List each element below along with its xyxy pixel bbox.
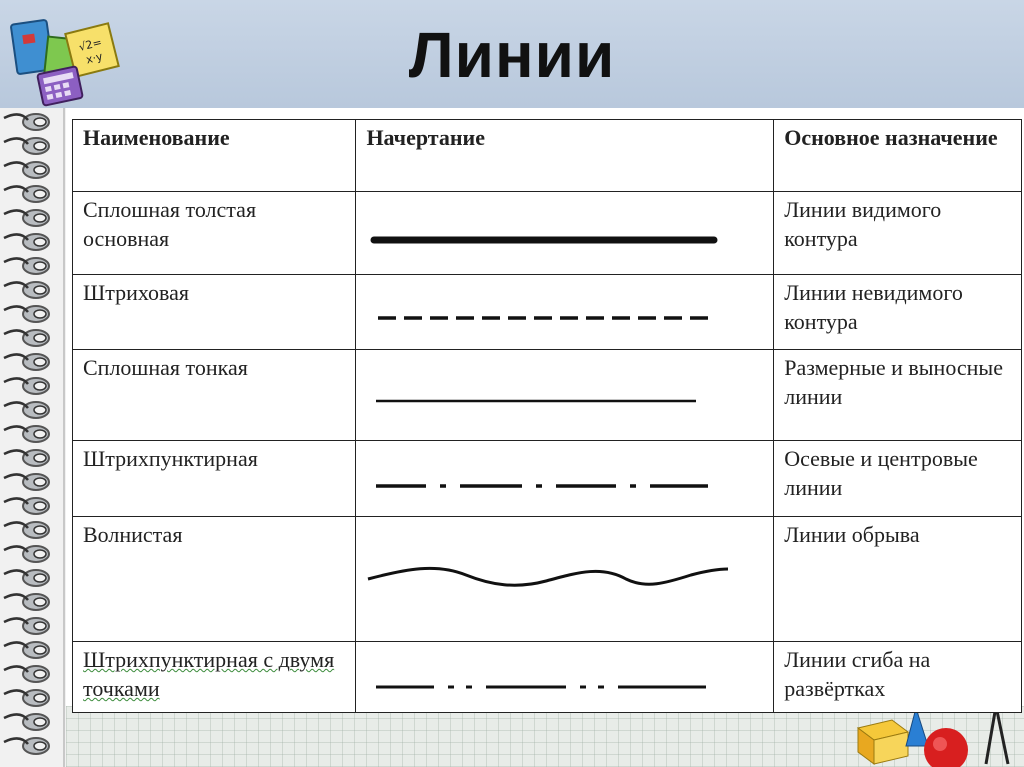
spiral-hole: [34, 430, 46, 438]
row-sample-cell: [356, 441, 774, 517]
spiral-hole: [34, 382, 46, 390]
row-purpose: Линии видимого контура: [774, 192, 1022, 275]
row-name: Волнистая: [73, 517, 356, 642]
svg-text:√2=: √2=: [77, 35, 104, 54]
spiral-hole: [34, 742, 46, 750]
row-name: Сплошная тонкая: [73, 350, 356, 441]
spiral-hole: [34, 238, 46, 246]
row-name: Штриховая: [73, 275, 356, 350]
spiral-hole: [34, 598, 46, 606]
spiral-hole: [34, 214, 46, 222]
spiral-hole: [34, 406, 46, 414]
slide-title: Линии: [408, 19, 616, 91]
table-row: [73, 642, 1022, 713]
row-purpose: Размерные и выносные линии: [774, 350, 1022, 441]
dash-double-dot-line-sample: [356, 642, 754, 712]
spiral-hole: [34, 166, 46, 174]
row-purpose: Линии невидимого контура: [774, 275, 1022, 350]
svg-text:x·y: x·y: [84, 49, 104, 67]
lines-table: [72, 119, 1022, 713]
table-row: [73, 275, 1022, 350]
spiral-hole: [34, 310, 46, 318]
spiral-hole: [34, 694, 46, 702]
column-header-name: Наименование: [73, 120, 356, 192]
spiral-hole: [34, 622, 46, 630]
solid-thin-line-sample: [356, 350, 754, 440]
table-row: [73, 441, 1022, 517]
row-sample-cell: [356, 517, 774, 642]
dash-dot-line-sample: [356, 441, 754, 516]
row-sample-cell: [356, 192, 774, 275]
spiral-hole: [34, 670, 46, 678]
row-sample-cell: [356, 642, 774, 713]
spiral-hole: [34, 286, 46, 294]
table-row: [73, 350, 1022, 441]
spiral-hole: [34, 262, 46, 270]
row-name-text: Штрихпунктирная с двумя точками: [83, 647, 335, 701]
spiral-hole: [34, 718, 46, 726]
table-header-row: [73, 120, 1022, 192]
spiral-hole: [34, 334, 46, 342]
row-name: [73, 642, 356, 713]
spiral-hole: [34, 502, 46, 510]
column-header-drawing-label: Начертание: [366, 125, 485, 150]
spiral-hole: [34, 190, 46, 198]
spiral-hole: [34, 118, 46, 126]
spiral-hole: [34, 142, 46, 150]
geometric-shapes-illustration: [848, 706, 1024, 767]
table-row: [73, 192, 1022, 275]
row-sample-cell: [356, 275, 774, 350]
row-purpose: Линии обрыва: [774, 517, 1022, 642]
notebook-spiral: [0, 108, 66, 767]
column-header-drawing: [356, 120, 774, 192]
dashed-line-sample: [356, 275, 754, 349]
column-header-purpose: Основное назначение: [774, 120, 1022, 192]
spiral-hole: [34, 550, 46, 558]
row-name: Штрихпунктирная: [73, 441, 356, 517]
row-sample-cell: [356, 350, 774, 441]
spiral-hole: [34, 478, 46, 486]
spiral-hole: [34, 454, 46, 462]
spiral-hole: [34, 358, 46, 366]
spiral-hole: [34, 574, 46, 582]
solid-thick-line-sample: [356, 192, 754, 274]
spiral-hole: [34, 526, 46, 534]
row-purpose: Осевые и центровые линии: [774, 441, 1022, 517]
wavy-line-sample: [356, 517, 754, 641]
row-purpose: Линии сгиба на развёртках: [774, 642, 1022, 713]
table-row: [73, 517, 1022, 642]
spiral-hole: [34, 646, 46, 654]
row-name: Сплошная толстая основная: [73, 192, 356, 275]
